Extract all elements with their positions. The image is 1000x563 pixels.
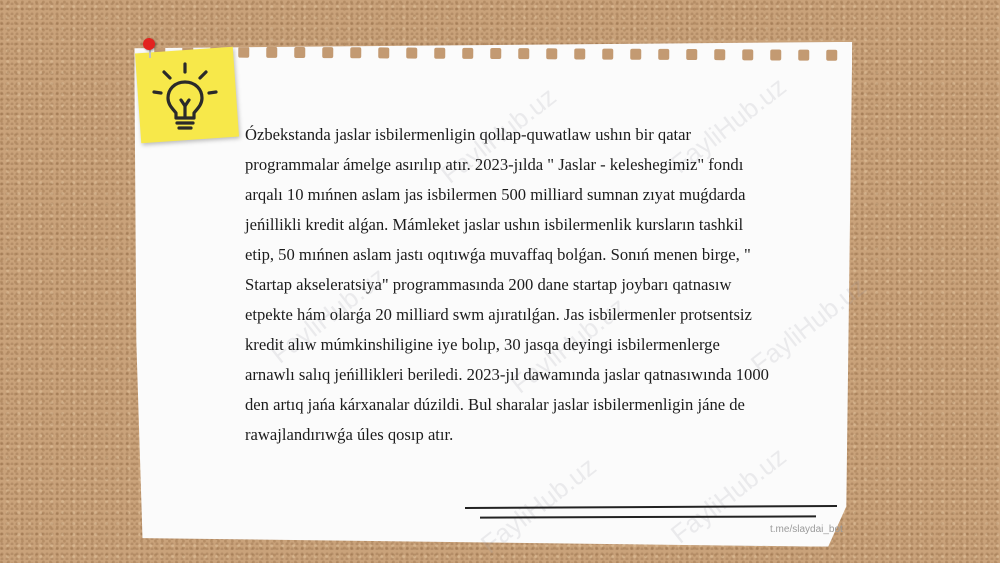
binder-hole (350, 47, 361, 58)
pushpin-icon (143, 38, 155, 50)
binder-hole (406, 48, 417, 59)
binder-hole (546, 48, 557, 59)
binder-hole (238, 47, 249, 58)
binder-hole (294, 47, 305, 58)
text-line: jeńillikli kredit alǵan. Mámleket jaslar ushın isbilermenlik kursların tashkil (245, 215, 744, 234)
text-line: rawajlandırıwǵa úles qosıp atır. (245, 425, 454, 444)
body-paragraph (245, 120, 835, 450)
binder-hole (378, 47, 389, 58)
binder-hole (574, 48, 585, 59)
text-line: Startap akseleratsiya" programmasında 200 dane startap joybarı qatnasıw (245, 275, 732, 294)
binder-hole (266, 47, 277, 58)
text-line: Ózbekstanda jaslar isbilermenligin qollap-quwatlaw ushın bir qatar (245, 125, 692, 144)
text-line: arqalı 10 mıńnen aslam jas isbilermen 500 milliard sumnan zıyat muǵdarda (245, 185, 746, 204)
binder-hole (686, 49, 697, 60)
binder-hole (770, 49, 781, 60)
binder-hole (630, 49, 641, 60)
binder-hole (434, 48, 445, 59)
binder-hole (518, 48, 529, 59)
text-line: kredit alıw múmkinshiligine iye bolıp, 30 jasqa deyingi isbilermenlerge (245, 335, 720, 354)
binder-hole (826, 50, 837, 61)
binder-hole (602, 49, 613, 60)
binder-hole (742, 49, 753, 60)
text-line: den artıq jańa kárxanalar dúzildi. Bul sharalar jaslar isbilermenligin jáne de (245, 395, 745, 414)
credit-text: t.me/slaydai_bot (770, 524, 843, 535)
binder-hole (714, 49, 725, 60)
binder-hole (490, 48, 501, 59)
text-line: etip, 50 mıńnen aslam jastı oqıtıwǵa muvaffaq bolǵan. Sonıń menen birge, " (245, 245, 751, 264)
text-line: etpekte hám olarǵa 20 milliard swm ajıratılǵan. Jas isbilermenler protsentsiz (245, 305, 752, 324)
binder-hole (322, 47, 333, 58)
binder-hole (798, 50, 809, 61)
binder-hole (658, 49, 669, 60)
binder-hole (462, 48, 473, 59)
lightbulb-icon (150, 60, 220, 135)
text-line: arnawlı salıq jeńillikleri beriledi. 2023-jıl dawamında jaslar qatnasıwında 1000 (245, 365, 769, 384)
text-line: programmalar ámelge asırılıp atır. 2023-jılda " Jaslar - keleshegimiz" fondı (245, 155, 744, 174)
